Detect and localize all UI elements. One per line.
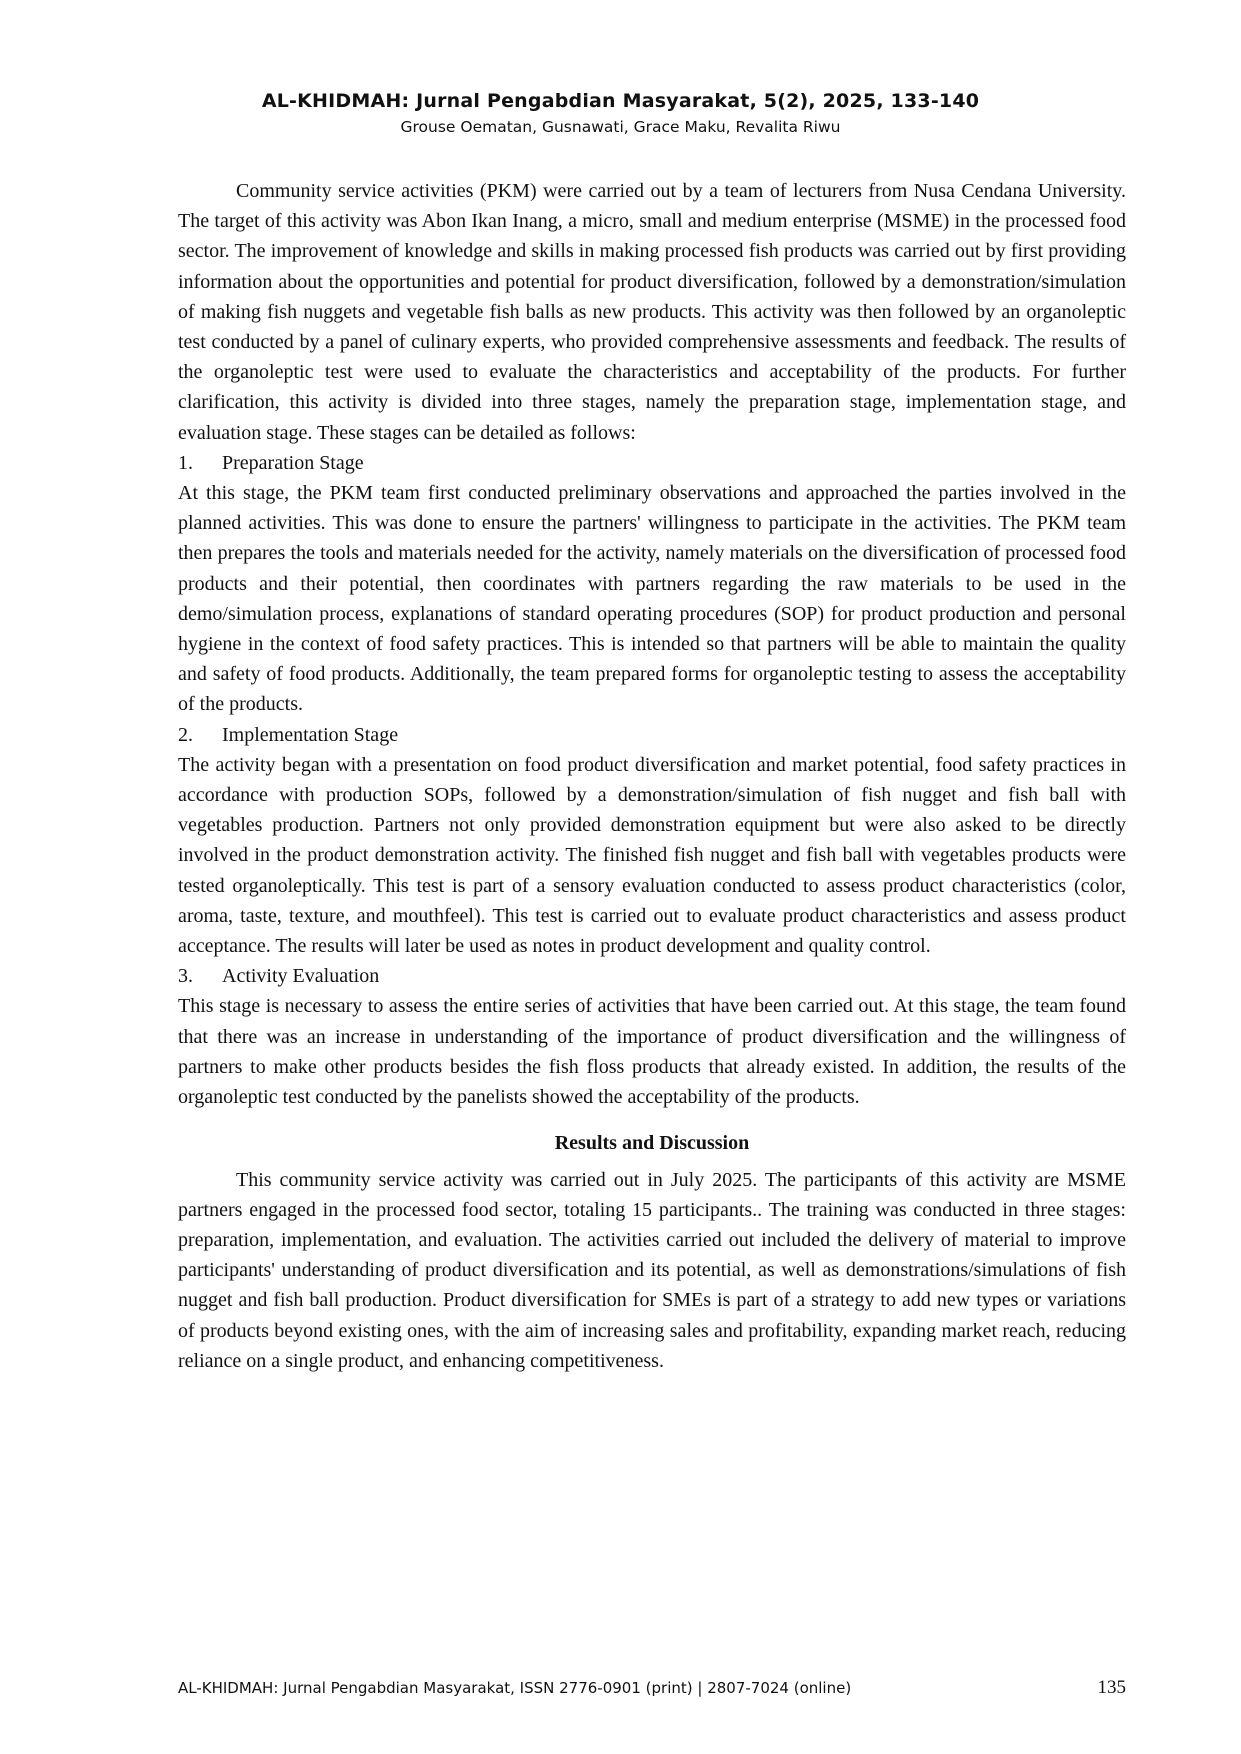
- stage-number: 3.: [178, 965, 193, 988]
- stage-number: 1.: [178, 451, 193, 474]
- stage-item: [178, 961, 1126, 1112]
- running-header: [0, 88, 1241, 138]
- page-number: 135: [1097, 1677, 1126, 1698]
- footer-issn: AL-KHIDMAH: Jurnal Pengabdian Masyarakat, ISSN 2776-0901 (print) | 2807-7024 (online): [178, 1679, 852, 1697]
- section-heading: Results and Discussion: [554, 1132, 750, 1155]
- results-paragraph: This community service activity was carried out in July 2025. The participants of this activity are MSME partners engaged in the processed food sector, totaling 15 participants.. The training was conducted in three stages: preparation, implementation, and evaluation. The activities carried out included the delivery of material to improve participants' understanding of product diversification and its potential, as well as demonstrations/simulations of fish nugget and fish ball production. Product diversification for SMEs is part of a strategy to add new types or variations of products beyond existing ones, with the aim of increasing sales and profitability, expanding market reach, reducing reliance on a single product, and enhancing competitiveness.: [178, 1168, 1126, 1372]
- stage-title: Implementation Stage: [222, 723, 399, 746]
- stage-number: 2.: [178, 723, 193, 746]
- stage-description: This stage is necessary to assess the entire series of activities that have been carried out. At this stage, the team found that there was an increase in understanding of the importance of product diversification and the willingness of partners to make other products besides the fish floss products that already existed. In addition, the results of the organoleptic test conducted by the panelists showed the acceptability of the products.: [178, 995, 1126, 1109]
- intro-paragraph: Community service activities (PKM) were carried out by a team of lecturers from Nusa Cendana University. The target of this activity was Abon Ikan Inang, a micro, small and medium enterprise (MSME) in the processed food sector. The improvement of knowledge and skills in making processed fish products was carried out by first providing information about the opportunities and potential for product diversification, followed by a demonstration/simulation of making fish nuggets and vegetable fish balls as new products. This activity was then followed by an organoleptic test conducted by a panel of culinary experts, who provided comprehensive assessments and feedback. The results of the organoleptic test were used to evaluate the characteristics and acceptability of the products. For further clarification, this activity is divided into three stages, namely the preparation stage, implementation stage, and evaluation stage. These stages can be detailed as follows:: [178, 180, 1126, 444]
- stage-title: Activity Evaluation: [222, 965, 380, 988]
- main-text: [178, 176, 1126, 1376]
- stage-item: [178, 720, 1126, 962]
- journal-title: AL-KHIDMAH: Jurnal Pengabdian Masyarakat, 5(2), 2025, 133-140: [261, 90, 980, 112]
- author-list: Grouse Oematan, Gusnawati, Grace Maku, Revalita Riwu: [400, 118, 841, 136]
- page-footer: [178, 1677, 1126, 1703]
- stage-item: [178, 448, 1126, 720]
- stage-description: The activity began with a presentation on food product diversification and market potential, food safety practices in accordance with production SOPs, followed by a demonstration/simulation of fish nugget and fish ball with vegetables production. Partners not only provided demonstration equipment but were also asked to be directly involved in the product demonstration activity. The finished fish nugget and fish ball with vegetables products were tested organoleptically. This test is part of a sensory evaluation conducted to assess product characteristics (color, aroma, taste, texture, and mouthfeel). This test is carried out to evaluate product characteristics and assess product acceptance. The results will later be used as notes in product development and quality control.: [178, 753, 1126, 958]
- stage-description: At this stage, the PKM team first conducted preliminary observations and approached the parties involved in the planned activities. This was done to ensure the partners' willingness to participate in the activities. The PKM team then prepares the tools and materials needed for the activity, namely materials on the diversification of processed food products and their potential, then coordinates with partners regarding the raw materials to be used in the demo/simulation process, explanations of standard operating procedures (SOP) for product production and personal hygiene in the context of food safety practices. This is intended so that partners will be able to maintain the quality and safety of food products. Additionally, the team prepared forms for organoleptic testing to assess the acceptability of the products.: [178, 482, 1126, 716]
- stage-title: Preparation Stage: [222, 451, 364, 474]
